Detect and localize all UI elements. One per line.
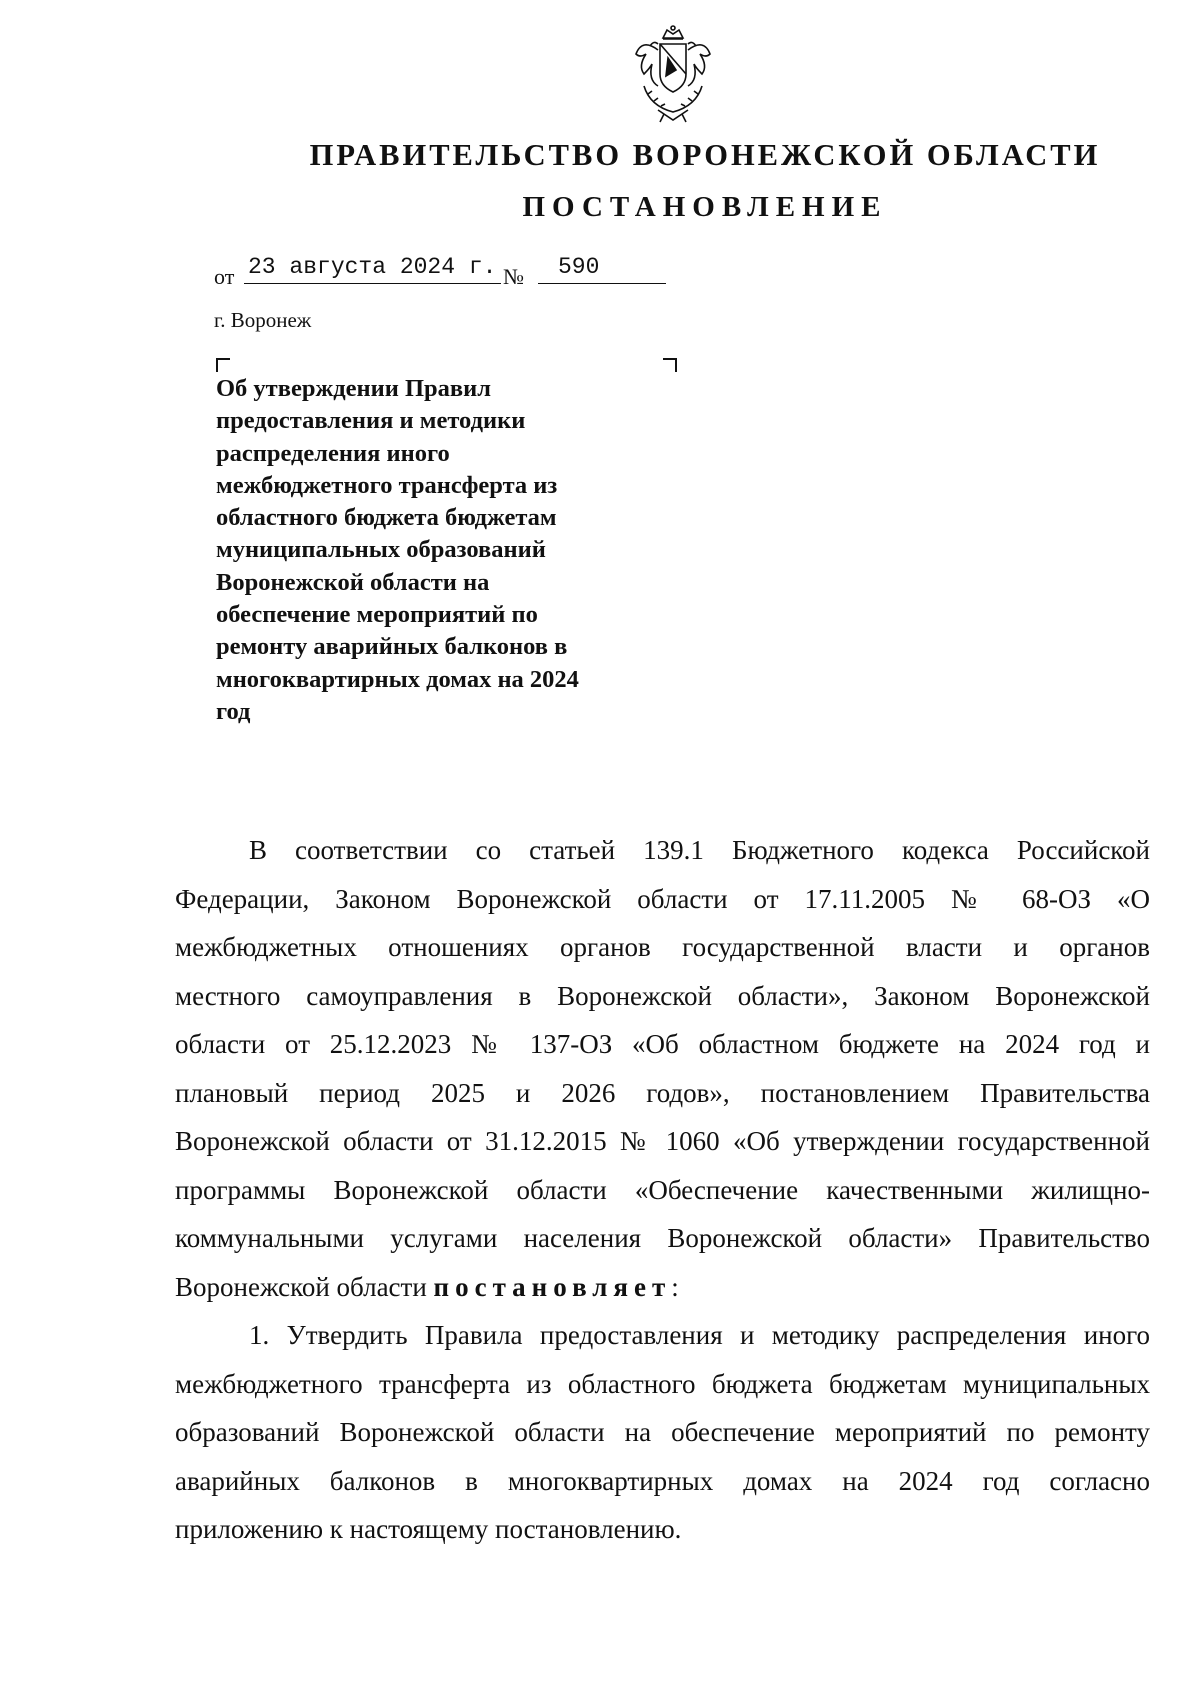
document-date: 23 августа 2024 г.: [248, 254, 497, 280]
body-line: Воронежской области от 31.12.2015 № 1060 «Об утверждении государственной: [175, 1126, 1150, 1156]
decree-word: постановляет: [433, 1271, 672, 1302]
number-underline: [538, 283, 666, 284]
document-type-title: ПОСТАНОВЛЕНИЕ: [522, 191, 888, 223]
subject-line: многоквартирных домах на 2024: [216, 665, 579, 693]
city-label: г. Воронеж: [214, 308, 312, 332]
body-line: аварийных балконов в многоквартирных домах на 2024 год согласно: [175, 1465, 1150, 1496]
body-line: межбюджетного трансферта из областного бюджета бюджетам муниципальных: [175, 1368, 1150, 1399]
subject-line: муниципальных образований: [216, 536, 546, 564]
body-line: плановый период 2025 и 2026 годов», постановлением Правительства: [175, 1077, 1150, 1108]
body-line: области от 25.12.2023 № 137-ОЗ «Об областном бюджете на 2024 год и: [175, 1029, 1150, 1059]
preamble-paragraph: [175, 826, 1150, 1311]
subject-line: обеспечение мероприятий по: [216, 601, 538, 629]
body-line: программы Воронежской области «Обеспечение качественными жилищно-: [175, 1174, 1150, 1205]
body-line: местного самоуправления в Воронежской области», Законом Воронежской: [175, 980, 1150, 1011]
date-prefix: от: [214, 264, 235, 289]
subject-line: ремонту аварийных балконов в: [216, 633, 568, 661]
number-prefix: №: [503, 264, 524, 289]
subject-line: межбюджетного трансферта из: [216, 471, 558, 499]
document-body: [175, 826, 1150, 1554]
body-line-last: [175, 1263, 1150, 1312]
preamble-last-prefix: Воронежской области: [175, 1271, 434, 1302]
subject-line: Воронежской области на: [216, 568, 490, 596]
subject-corner-left: [216, 358, 230, 372]
date-underline: [244, 283, 501, 284]
subject-line: предоставления и методики: [216, 407, 526, 435]
body-line: Федерации, Законом Воронежской области от 17.11.2005 № 68-ОЗ «О: [175, 883, 1150, 914]
body-line: образований Воронежской области на обеспечение мероприятий по ремонту: [175, 1417, 1150, 1447]
subject-line: областного бюджета бюджетам: [216, 504, 557, 532]
subject-line: Об утверждении Правил: [216, 375, 491, 402]
subject-heading: [216, 373, 676, 728]
body-line: межбюджетных отношениях органов государственной власти и органов: [175, 932, 1150, 962]
body-line: 1. Утвердить Правила предоставления и методику распределения иного: [249, 1320, 1150, 1350]
subject-corner-right: [663, 358, 677, 372]
organization-title: ПРАВИТЕЛЬСТВО ВОРОНЕЖСКОЙ ОБЛАСТИ: [309, 138, 1101, 172]
decree-suffix: :: [671, 1271, 679, 1302]
voronezh-coat-of-arms-icon: [630, 24, 716, 124]
document-number: 590: [558, 254, 600, 280]
item-1-paragraph: [175, 1311, 1150, 1554]
body-line-last: приложению к настоящему постановлению.: [175, 1514, 682, 1544]
subject-line: распределения иного: [216, 439, 450, 467]
subject-line: год: [216, 697, 251, 725]
body-line: В соответствии со статьей 139.1 Бюджетного кодекса Российской: [249, 835, 1150, 865]
body-line: коммунальными услугами населения Воронежской области» Правительство: [175, 1223, 1150, 1253]
